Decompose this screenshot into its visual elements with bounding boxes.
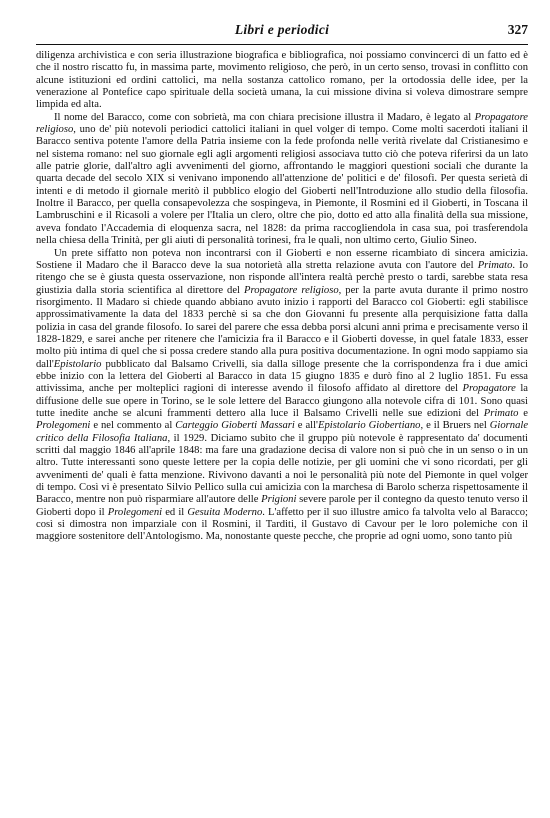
header-rule	[36, 44, 528, 45]
text-run: . Io ritengo che se è giusta questa osservazione, non risponde all'intera realtà perchè presto o tardi, sarebbe stata resa giustizia dalla storia scientifica al direttore del	[36, 259, 528, 296]
italic-title: Carteggio Gioberti Massari	[175, 420, 295, 432]
text-run: Un prete siffatto non poteva non incontrarsi con il Gioberti e non esserne ricambiato di sincera amicizia. Sostiene il Madaro che il Baracco deve la sua notorietà alla stretta relazione avuta con l'autore del	[36, 247, 528, 271]
text-run: . L'affetto per il suo illustre amico fa talvolta velo al Baracco; così si dimostra non imparziale con il Rosmini, il Tarditi, il Gustavo di Cavour per le loro polemiche con il maggiore sostenitore dell'Antologismo. Ma, nonostante queste pecche, che proprie ad ogni uomo, sono tanto più	[36, 506, 528, 543]
text-run: ed il	[162, 506, 188, 518]
text-run: Il nome del Baracco, come con sobrietà, ma con chiara precisione illustra il Madaro, è legato al	[54, 111, 475, 123]
text-run: e all'	[294, 420, 318, 432]
paragraph	[36, 248, 528, 544]
text-run: pubblicato dal Balsamo Crivelli, sia dalla silloge presente che la corrispondenza fra i due amici ebbe inizio con la lettera del Gioberti al Baracco in data 15 giugno 1835 e durò fino al 2 luglio 1851. Fu essa attivissima, anche per molteplici ragioni di interesse avendo il filosofo affidato al direttore del	[36, 358, 528, 395]
paragraph	[36, 112, 528, 248]
text-run: severe parole per il contegno da questo tenuto verso il Gioberti dopo il	[36, 494, 528, 518]
italic-title: Prigioni	[261, 494, 297, 506]
italic-title: Propagatore religioso	[244, 284, 339, 296]
italic-title: Epistolario	[53, 358, 102, 370]
italic-title: Propagatore	[462, 383, 516, 395]
italic-title: Prolegomeni	[107, 506, 163, 518]
paragraph	[36, 50, 528, 112]
running-title: Libri e periodici	[234, 22, 330, 37]
text-run: e nel commento al	[90, 420, 176, 432]
text-run: , uno de' più notevoli periodici cattolici italiani in quel volger di tempo. Come molti sacerdoti italiani il Baracco sentiva potente l'amore della Patria insieme con la fede profonda nelle verità rivelate dal Cristianesimo e nel sistema romano: nel suo giornale egli agli argomenti religiosi associava tutto ciò che poteva riferirsi da un lato alle patrie glorie, dall'altro agli avvenimenti del giorno, affrontando le maggiori questioni sociali che durante la quarta decade del secolo XIX si venivano imponendo all'attenzione de' politici e de' filosofi. Per questa serietà di intenti e di metodo il giornale meritò il pubblico elogio del Gioberti nell'Introduzione allo studio della filosofia. Inoltre il Baracco, per quella consapevolezza che sospingeva, in Piemonte, il Rosmini ed il Gioberti, in Toscana il Lambruschini e il Ricasoli a volere per l'Italia un clero, oltre che pio, dotto ed atto alla finalità della sua missione, aveva fondato l'Accademia di eloquenza sacra, nel 1828: da prima raccogliendola in casa sua, poi trasferendola nella chiesa della Trinità, per gli aiuti di personalità torinesi, fra le quali, non ultimo certo, Giulio Sineo.	[36, 124, 528, 247]
text-run: diligenza archivistica e con seria illustrazione biografica e bibliografica, noi possiamo convincerci di un fatto ed è che il nostro riscatto fu, in massima parte, movimento religioso, che però, in un certo senso, trovasi in conflitto con alcune istituzioni ed ordini cattolici, ma nella sostanza cattolico romano, per la ortodossia delle idee, per la venerazione al Pontefice capo spirituale della società umana, la cui missione divina si voleva dimostrare sempre limpida ed alta.	[36, 50, 528, 111]
body-text	[36, 50, 528, 544]
italic-title: Gesuita Moderno	[187, 506, 263, 518]
page-number: 327	[507, 22, 528, 37]
italic-title: Prolegomeni	[36, 420, 91, 432]
italic-title: Primato	[483, 407, 519, 419]
text-run: la diffusione delle sue opere in Torino, se le sole lettere del Baracco giungono alla notevole cifra di 101. Sono quasi tutte inedite anche se alcuni frammenti dettero alla luce il Balsamo Crivelli nelle sue edizioni del	[36, 383, 528, 419]
text-run: e	[518, 407, 528, 419]
text-run: , per la parte avuta durante il primo nostro risorgimento. Il Madaro si chiede quando abbiano avuto inizio i rapporti del Baracco col Gioberti: egli stabilisce approssimativamente la data del 1833 perchè si sa che don Giovanni fu presente alla perquisizione fatta dalla polizia in casa del grande filosofo. Io sarei del parere che essa debba porsi alcuni anni prima e precisamente verso il 1828-1829, e sarei anche per ritenere che l'amicizia fra il Baracco e il Gioberti dovesse, in quel fatale 1833, esser molto più intima di quel che si possa credere stando alla pura positiva documentazione. In ogni modo sappiamo sia dall'	[36, 284, 528, 370]
text-run: , il 1929. Diciamo subito che il gruppo più notevole è rappresentato da' documenti scritti dal maggio 1846 all'aprile 1848: ma fare una gradazione decisa di valore non si può che in un senso o in un altro. Tutte interessanti sono queste lettere per la copia delle notizie, per gli uomini che vi sono ricordati, per gli avvenimenti de' quali è fatta menzione. Rivivono davanti a noi le personalità più note del Piemonte in quel volger di tempo. Così vi è presentato Silvio Pellico sulla cui amicizia con la marchesa di Barolo scherza rispettosamente il Baracco, mentre non può risparmiare all'autore delle	[36, 432, 528, 506]
running-header	[36, 22, 528, 42]
italic-title: Primato	[477, 259, 513, 271]
italic-title: Giornale critico della Filosofia Italiana	[36, 420, 529, 444]
italic-title: Propagatore religioso	[36, 111, 528, 136]
italic-title: Epistolario Giobertiano	[317, 420, 421, 432]
text-run: , e il Bruers nel	[420, 420, 490, 432]
